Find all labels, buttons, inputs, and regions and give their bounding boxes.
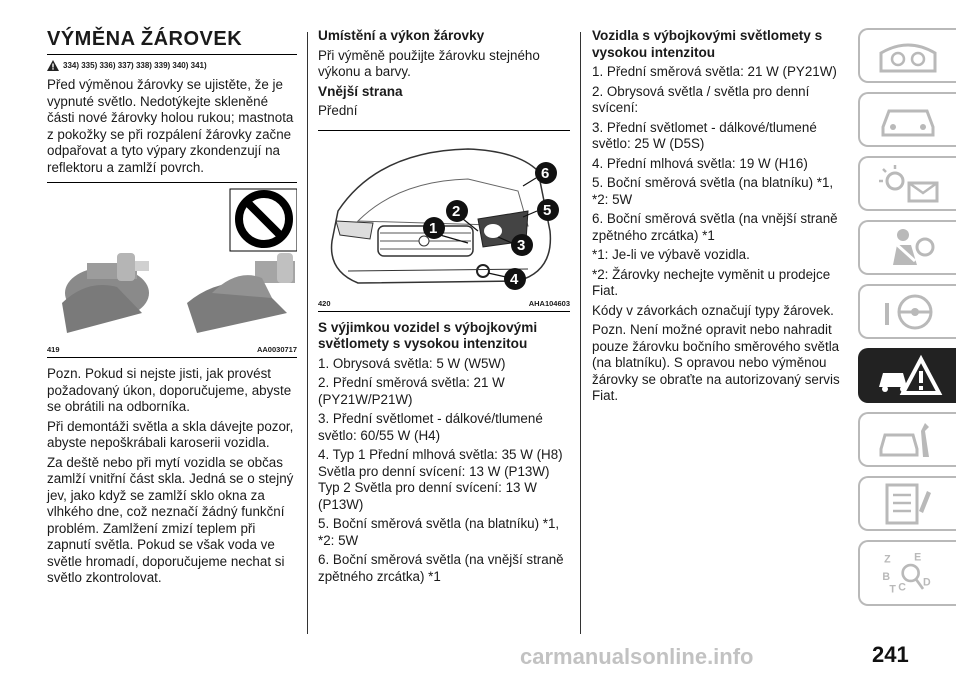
warning-triangle-car-icon [873,353,943,399]
column-divider [307,32,308,634]
callout-3: 3 [517,236,526,254]
repair-note: Pozn. Není možné opravit nebo nahradit pouze žárovku bočního směrového světla (na blatníku). S opravou nebo výměnou žárovky se obraťte na autorizovaný servis Fiat. [592,322,840,403]
svg-text:C: C [898,581,906,594]
tab-dashboard[interactable] [858,28,956,83]
car-wrench-icon [873,417,943,463]
fogging-paragraph: Za deště nebo při mytí vozidla se občas zamlží vnitřní část skla. Jedná se o stejný jev, jako když se zamlží sklo okna za vlhkého dne, což neznačí žádný funkční problém. Zamlžení zmizí teplem při zapnutí světla. Pokud se však voda ve světle hromadí, doporučujeme nechat si světlo zkontrolovat. [47,454,294,585]
warning-refs-text: 334) 335) 336) 337) 338) 339) 340) 341) [63,61,207,70]
heading-hid: Vozidla s výbojkovými světlomety s vysokou intenzitou [592,28,823,60]
figure-420 [318,130,570,312]
figure-419 [47,182,297,358]
intro-paragraph: Před výměnou žárovky se ujistěte, že je vypnuté světlo. Nedotýkejte skleněné části nové žárovky holou rukou; mastnota z pokožky se při rozpálení žárovky začne odpařovat a tyto výpary zkondenzují na reflektoru a zamlží povrch. [47,77,294,175]
svg-text:Z: Z [884,553,891,566]
callout-2: 2 [452,202,461,220]
column-1 [47,28,297,590]
footnote-2: *2: Žárovky nechejte vyměnit u prodejce Fiat. [592,266,831,298]
figure-number: 419 [47,345,60,354]
codes-note: Kódy v závorkách označují typy žárovek. [592,302,834,318]
tab-maintenance[interactable] [858,412,956,467]
tab-car[interactable] [858,92,956,147]
caution-paragraph: Při demontáži světla a skla dávejte pozor, abyste nepoškrábali karoserii vozidla. [47,418,294,450]
svg-text:T: T [889,583,896,596]
svg-text:D: D [923,576,931,589]
heading-location: Umístění a výkon žárovky [318,28,485,43]
car-front-icon [873,97,943,143]
tab-driving[interactable] [858,284,956,339]
list-item: 4. Typ 1 Přední mlhová světla: 35 W (H8) Světla pro denní svícení: 13 W (P13W) Typ 2 Světla pro denní svícení: 13 W (P13W) [318,447,563,512]
bulb-handling-illustration [47,183,297,341]
callout-6: 6 [541,164,550,182]
section-title: VÝMĚNA ŽÁROVEK [47,28,297,55]
svg-text:E: E [914,551,922,564]
warning-references [47,60,297,71]
callout-1: 1 [429,219,438,237]
column-3 [592,28,846,408]
car-front-diagram [318,131,570,296]
callout-4: 4 [510,270,519,288]
column-2 [318,28,570,588]
dashboard-icon [873,33,943,79]
warning-triangle-icon [47,60,59,71]
list-item: 6. Boční směrová světla (na vnější straně zpětného zrcátka) *1 [318,552,564,584]
figure-code: AA0030717 [256,345,297,354]
steering-wheel-icon [873,289,943,335]
front-label: Přední [318,103,358,118]
list-item: 5. Boční směrová světla (na blatníku) *1, *2: 5W [318,516,560,548]
list-item: 4. Přední mlhová světla: 19 W (H16) [592,155,808,171]
tab-index[interactable] [858,540,956,606]
page-number: 241 [872,642,909,667]
index-letters-icon [873,550,943,596]
list-item: 1. Obrysová světla: 5 W (W5W) [318,355,506,371]
list-item: 5. Boční směrová světla (na blatníku) *1, *2: 5W [592,175,834,207]
list-item: 6. Boční směrová světla (na vnější straně zpětného zrcátka) *1 [592,211,838,243]
figure-number: 420 [318,298,331,308]
list-item: 2. Přední směrová světla: 21 W (PY21W/P21W) [318,375,505,407]
tab-safety[interactable] [858,220,956,275]
seatbelt-airbag-icon [873,225,943,271]
column-divider [580,32,581,634]
power-paragraph: Při výměně použijte žárovku stejného výkonu a barvy. [318,47,540,79]
list-item: 3. Přední světlomet - dálkové/tlumené světlo: 25 W (D5S) [592,119,817,151]
tab-lights[interactable] [858,156,956,211]
heading-non-hid: S výjimkou vozidel s výbojkovými světlomety s vysokou intenzitou [318,319,538,351]
figure-code: AHA104603 [528,298,570,308]
note-paragraph: Pozn. Pokud si nejste jisti, jak provést požadovaný úkon, doporučujeme, abyste se obrátili na odborníka. [47,366,292,414]
tab-specs[interactable] [858,476,956,531]
heading-exterior: Vnější strana [318,83,403,99]
footnote-1: *1: Je-li ve výbavě vozidla. [592,247,750,262]
svg-text:B: B [882,571,891,584]
list-item: 2. Obrysová světla / světla pro denní svícení: [592,83,810,115]
list-item: 3. Přední světlomet - dálkové/tlumené světlo: 60/55 W (H4) [318,411,543,443]
lights-message-icon [873,161,943,207]
tab-emergency[interactable] [858,348,956,403]
list-item: 1. Přední směrová světla: 21 W (PY21W) [592,64,837,79]
specs-list-icon [873,481,943,527]
chapter-tabs [858,28,960,632]
watermark: carmanualsonline.info [520,644,754,669]
callout-5: 5 [543,201,552,219]
